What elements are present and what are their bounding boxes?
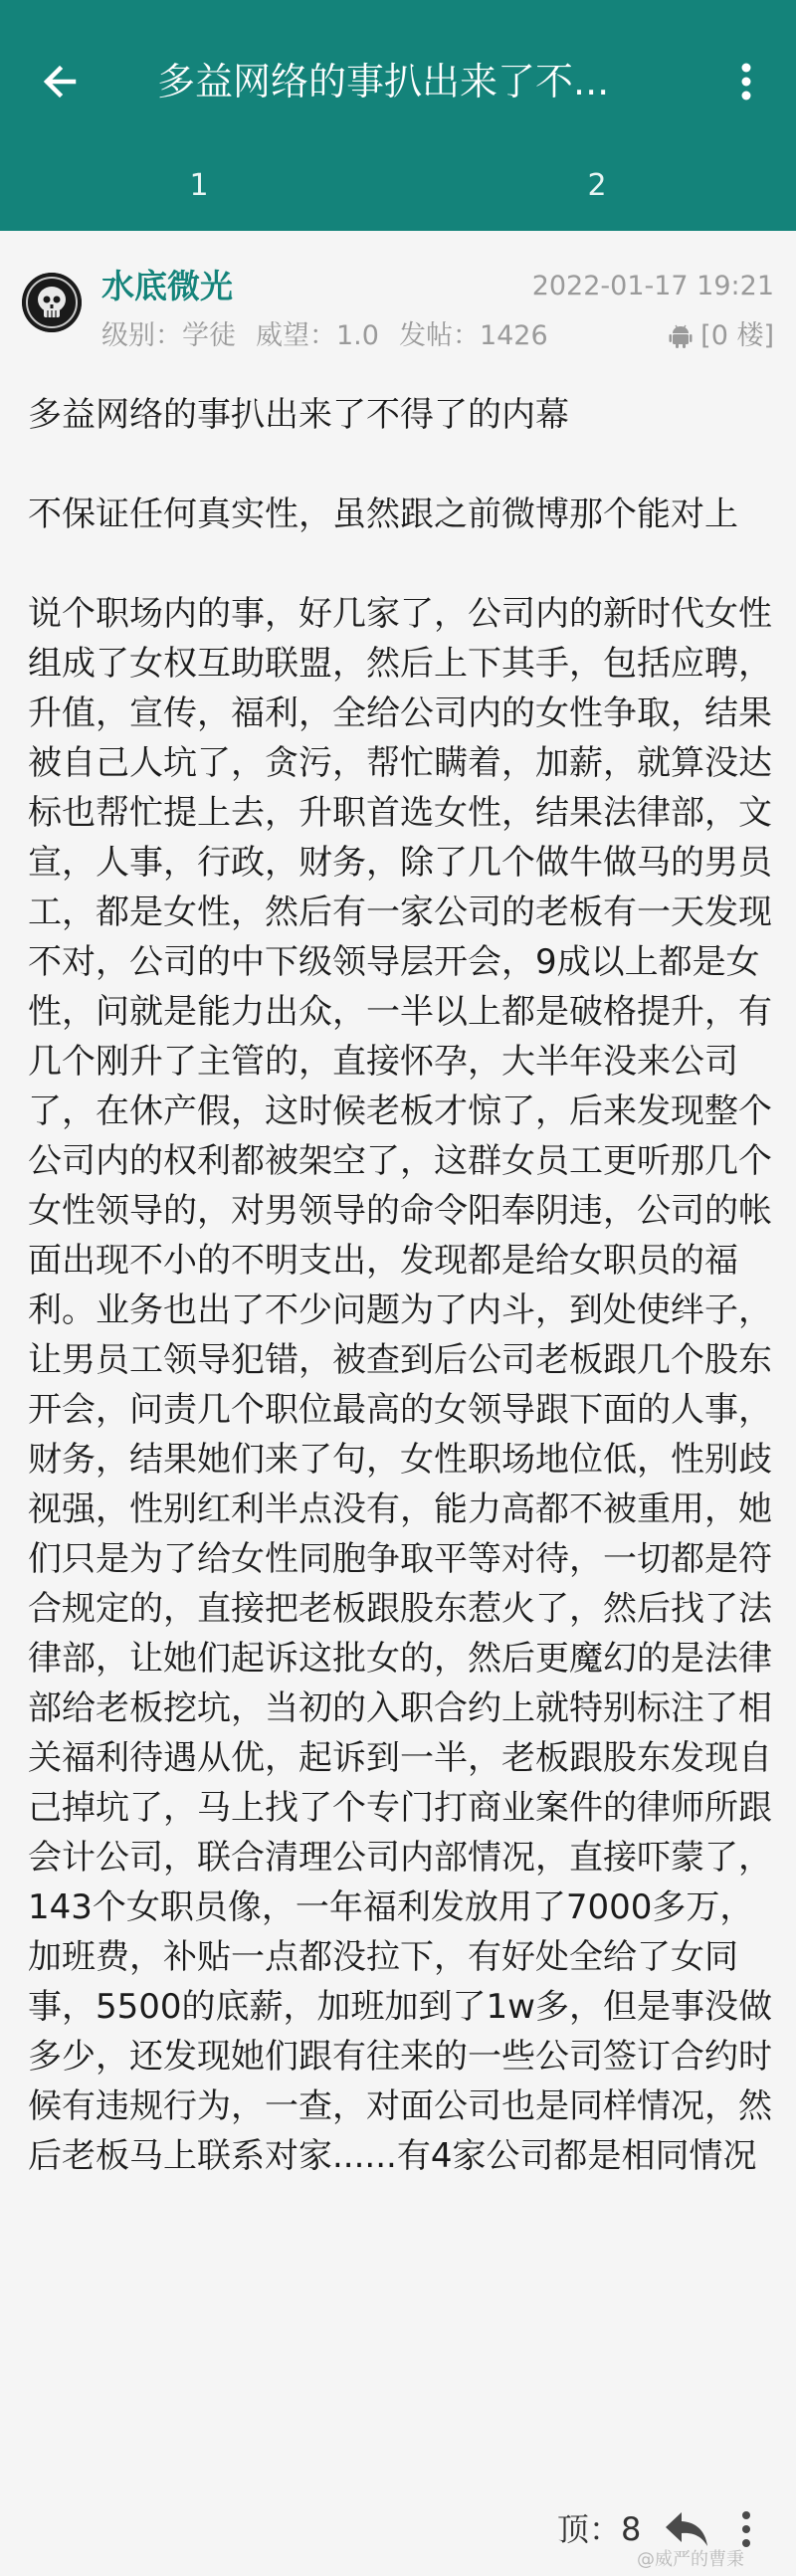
- post-footer: [0, 2487, 796, 2576]
- username[interactable]: 水底微光: [101, 267, 233, 305]
- avatar[interactable]: [22, 273, 82, 332]
- prestige-info: [256, 318, 379, 354]
- posts-label: 发帖：: [398, 320, 480, 351]
- posts-value: 1426: [479, 320, 548, 351]
- level-info: [101, 318, 236, 354]
- user-meta: [101, 318, 548, 354]
- arrow-left-icon: [40, 62, 80, 101]
- overflow-menu-button[interactable]: [718, 50, 774, 113]
- more-vertical-icon: [741, 2509, 751, 2549]
- post-paragraph: 多益网络的事扒出来了不得了的内幕: [28, 395, 569, 435]
- post-paragraph: 说个职场内的事，好几家了，公司内的新时代女性组成了女权互助联盟，然后上下其手，包括应聘，升值，宣传，福利，全给公司内的女性争取，结果被自己人坑了，贪污，帮忙瞒着，加薪，就算没达标也帮忙提上去，升职首选女性，结果法律部，文宣，人事，行政，财务，除了几个做牛做马的男员工，都是女性，然后有一家公司的老板有一天发现不对，公司的中下级领导层开会，9成以上都是女性，问就是能力出众，一半以上都是破格提升，有几个刚升了主管的，直接怀孕，大半年没来公司了，在休产假，这时候老板才惊了，后来发现整个公司内的权利都被架空了，这群女员工更听那几个女性领导的，对男领导的命令阳奉阴违，公司的帐面出现不小的不明支出，发现都是给女职员的福利。业务也出了不少问题为了内斗，到处使绊子，让男员工领导犯错，被查到后公司老板跟几个股东开会，问责几个职位最高的女领导跟下面的人事，财务，结果她们来了句，女性职场地位低，性别歧视强，性别红利半点没有，能力高都不被重用，她们只是为了给女性同胞争取平等对待，一切都是符合规定的，直接把老板跟股东惹火了，然后找了法律部，让她们起诉这批女的，然后更魔幻的是法律部给老板挖坑，当初的入职合约上就特别标注了相关福利待遇从优，起诉到一半，老板跟股东发现自己掉坑了，马上找了个专门打商业案件的律师所跟会计公司，联合清理公司内部情况，直接吓蒙了，143个女职员像，一年福利发放用了7000多万，加班费，补贴一点都没拉下，有好处全给了女同事，5500的底薪，加班加到了1w多，但是事没做多少，还发现她们跟有往来的一些公司签订合约时候有违规行为，一查，对面公司也是同样情况，然后老板马上联系对家......有4家公司都是相同情况: [28, 594, 772, 2176]
- floor-info: [669, 318, 774, 354]
- level-value: 学徒: [182, 320, 236, 351]
- page-title: 多益网络的事扒出来了不...: [157, 60, 610, 103]
- toolbar: [0, 0, 796, 164]
- watermark: @威严的曹秉: [637, 2549, 744, 2570]
- prestige-value: 1.0: [336, 320, 379, 351]
- page-tabs: [0, 149, 796, 231]
- level-label: 级别：: [101, 320, 182, 351]
- post-content: [28, 390, 774, 2181]
- floor-number: [0 楼]: [700, 320, 774, 351]
- post-paragraph: 不保证任何真实性，虽然跟之前微博那个能对上: [28, 495, 738, 534]
- avatar-skull-icon: [22, 273, 82, 332]
- post-header: [0, 231, 796, 370]
- upvote-count[interactable]: 顶：8: [557, 2510, 642, 2548]
- app-bar: [0, 0, 796, 231]
- back-button[interactable]: [28, 50, 92, 113]
- reply-icon: [664, 2510, 709, 2548]
- prestige-label: 威望：: [256, 320, 336, 351]
- posts-info: [399, 318, 548, 354]
- tab-page-2[interactable]: 2: [587, 168, 607, 203]
- post-datetime: 2022-01-17 19:21: [531, 271, 774, 301]
- tab-page-1[interactable]: 1: [189, 168, 209, 203]
- android-icon: [669, 323, 693, 349]
- more-vertical-icon: [740, 62, 752, 101]
